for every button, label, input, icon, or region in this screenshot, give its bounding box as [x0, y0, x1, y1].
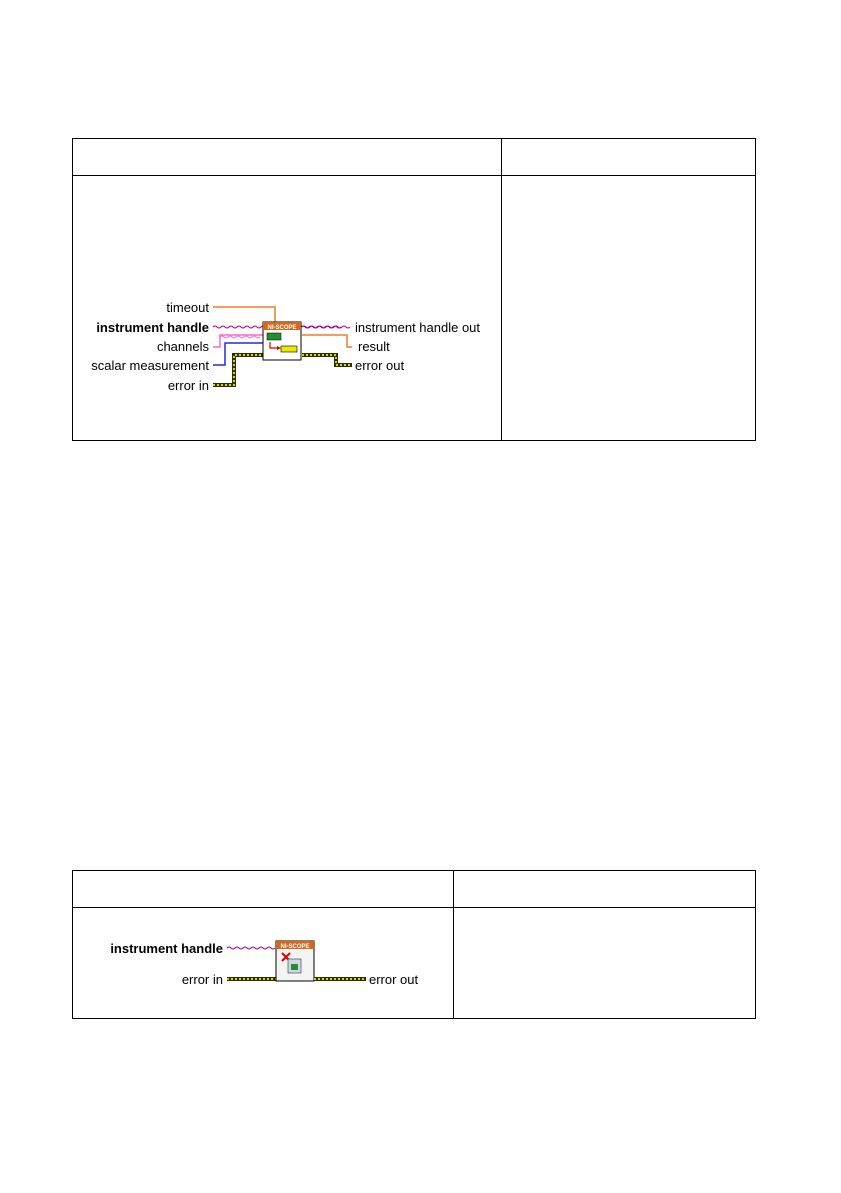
wire-instrument-handle [227, 947, 275, 949]
label-error-in: error in [167, 378, 209, 393]
connector-pane-diagram [73, 908, 453, 1018]
wire-channels-pattern [220, 336, 260, 338]
label-scalar-measurement: scalar measurement [91, 358, 209, 373]
label-result: result [358, 339, 390, 354]
header-left [73, 871, 453, 907]
vi-table-fetch-measurement [72, 138, 756, 441]
wire-error-in [213, 355, 263, 385]
label-channels: channels [156, 339, 209, 354]
label-timeout: timeout [166, 300, 209, 315]
close-vi-icon [276, 941, 314, 981]
icon-banner-text: NI-SCOPE [280, 944, 310, 950]
wire-result [302, 335, 352, 347]
header-right [502, 139, 755, 175]
channel-glyph-icon [267, 333, 281, 340]
icon-banner-text: NI-SCOPE [267, 325, 297, 331]
label-instrument-handle: instrument handle [110, 941, 223, 956]
label-error-in: error in [181, 972, 223, 987]
label-error-out: error out [355, 358, 405, 373]
measurement-glyph-icon [281, 346, 297, 352]
label-instrument-handle-out: instrument handle out [355, 320, 481, 335]
fetch-measurement-vi-icon [263, 322, 301, 360]
header-right [454, 871, 755, 907]
description-cell [454, 908, 755, 928]
wire-error-in-inner [213, 355, 263, 385]
connector-pane-diagram [73, 176, 501, 440]
header-left [73, 139, 501, 175]
description-cell [502, 176, 755, 196]
label-error-out: error out [369, 972, 419, 987]
vi-table-close [72, 870, 756, 1019]
wire-error-out [302, 355, 352, 365]
label-instrument-handle: instrument handle [96, 320, 209, 335]
